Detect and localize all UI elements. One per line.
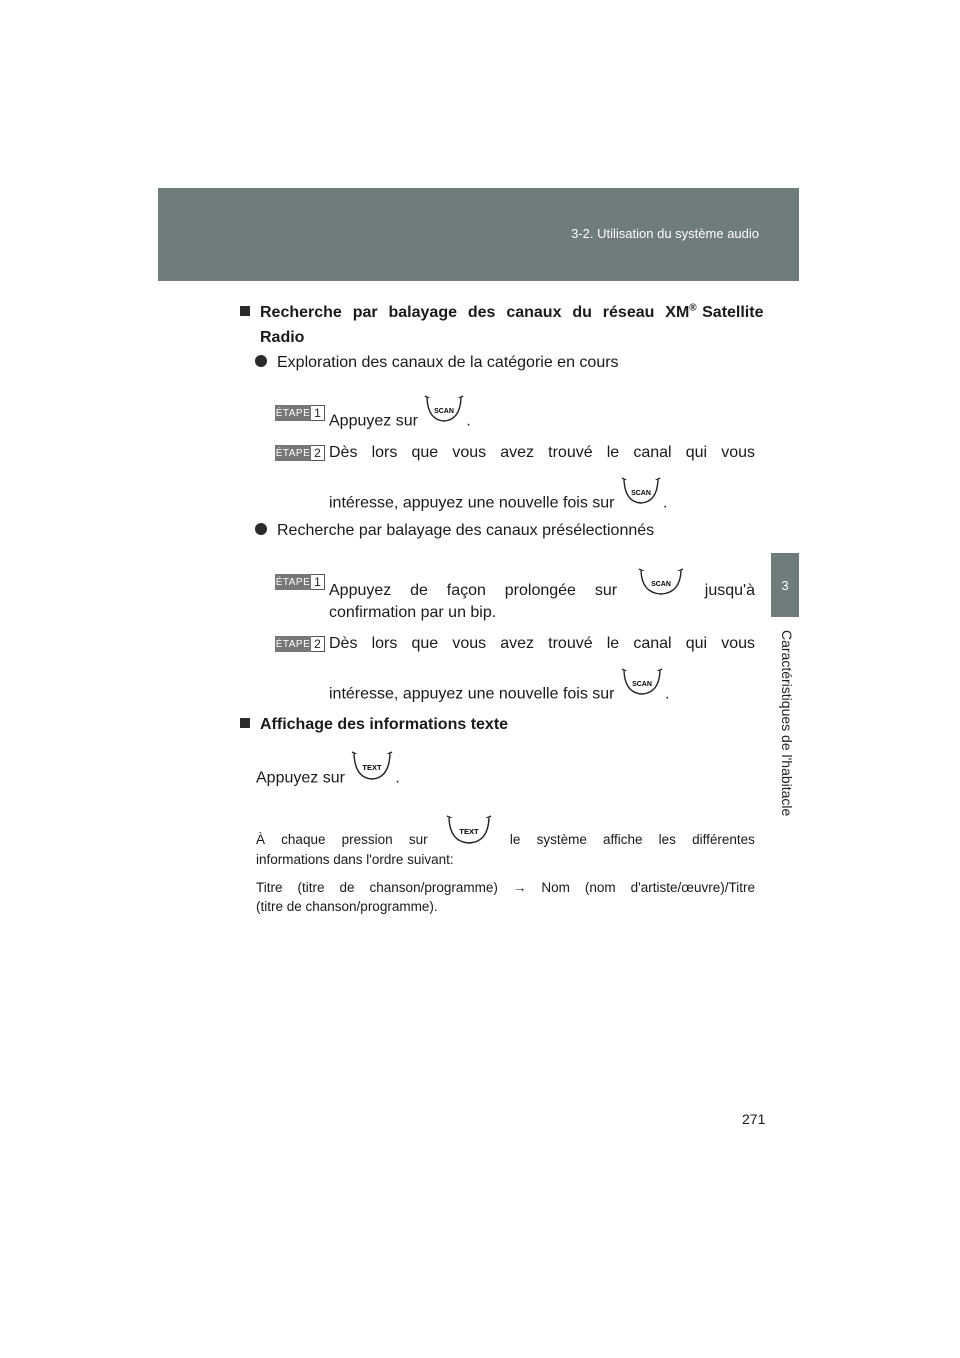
word: vous (452, 444, 487, 461)
note2-line2: (titre de chanson/programme). (256, 899, 438, 914)
scan-button-icon (619, 667, 665, 702)
step-number: 2 (311, 445, 325, 461)
word: pression (341, 832, 393, 847)
word: sur (594, 581, 618, 599)
square-bullet-icon (240, 306, 250, 316)
step-number: 1 (311, 574, 325, 590)
word: le (606, 444, 620, 461)
word: affiche (602, 832, 643, 847)
word: Appuyez (329, 581, 392, 599)
word: Dès (329, 635, 358, 652)
note2-line1 (256, 880, 755, 895)
step-badge-2 (275, 636, 325, 652)
word: que (411, 635, 439, 652)
sub1-step2-line2 (329, 486, 667, 521)
word: canal (633, 444, 672, 461)
text-info-heading (240, 716, 508, 734)
word: Nom (541, 880, 570, 895)
word: qui (685, 444, 708, 461)
period: . (662, 494, 668, 512)
word: vous (452, 635, 487, 652)
registered-mark: ® (689, 303, 697, 314)
word: lors (371, 444, 398, 461)
word: Dès (329, 444, 358, 461)
sub1-step1-text: Appuyez sur (329, 412, 418, 430)
step-label: ÉTAPE (275, 405, 311, 421)
word: À (256, 832, 266, 847)
sub1-step2-line1 (329, 444, 755, 462)
scan-button-icon (422, 394, 466, 429)
sub2-step2-line1 (329, 635, 755, 653)
svg-text:SCAN: SCAN (434, 408, 455, 415)
text-info-title: Affichage des informations texte (260, 716, 509, 733)
chapter-number: 3 (781, 577, 789, 593)
sub2-title: Recherche par balayage des canaux présélectionnés (277, 522, 655, 539)
note1-line2: informations dans l'ordre suivant: (256, 852, 454, 867)
chapter-label: Caractéristiques de l'habitacle (779, 630, 795, 817)
step-label: ÉTAPE (275, 445, 311, 461)
scan-button-icon (636, 567, 686, 602)
word: (nom (584, 880, 616, 895)
word: (titre (297, 880, 325, 895)
text-button-icon (444, 814, 494, 849)
scan-button-icon (619, 476, 663, 511)
press-text: Appuyez sur (256, 769, 345, 787)
word: Titre (256, 880, 283, 895)
scan-heading-line2: Radio (260, 329, 305, 346)
word: d'artiste/œuvre)/Titre (630, 880, 755, 895)
word: canal (633, 635, 672, 652)
svg-text:SCAN: SCAN (632, 681, 652, 688)
word: sur (408, 832, 428, 847)
step-badge-2 (275, 445, 325, 461)
step-label: ÉTAPE (275, 636, 311, 652)
word: avez (500, 635, 535, 652)
word: vous (721, 444, 755, 461)
word: jusqu'à (704, 581, 755, 599)
word: système (536, 832, 587, 847)
word: vous (721, 635, 755, 652)
scan-heading-text-a: Recherche par balayage des canaux du réseau XM (260, 304, 690, 322)
word: trouvé (548, 444, 593, 461)
circle-bullet-icon (255, 355, 267, 367)
word: de (339, 880, 355, 895)
step-number: 2 (311, 636, 325, 652)
word: les (658, 832, 676, 847)
svg-text:SCAN: SCAN (631, 490, 651, 497)
scan-heading-text-b: Satellite (696, 304, 764, 322)
sub2-step1-line2: confirmation par un bip. (329, 604, 497, 621)
step-number: 1 (311, 405, 325, 421)
sub2-step2-text: intéresse, appuyez une nouvelle fois sur (329, 685, 615, 703)
sub2-heading (255, 522, 654, 540)
square-bullet-icon (240, 718, 250, 728)
word: le (509, 832, 521, 847)
word: prolongée (504, 581, 576, 599)
step-badge-1 (275, 405, 325, 421)
word: lors (371, 635, 398, 652)
section-header (158, 188, 799, 281)
word: chaque (281, 832, 326, 847)
word: chanson/programme) (369, 880, 498, 895)
word: de (410, 581, 428, 599)
arrow-icon: → (512, 880, 527, 895)
sub1-title: Exploration des canaux de la catégorie en cours (277, 354, 619, 371)
page-number: 271 (742, 1111, 766, 1127)
sub2-step2-line2 (329, 677, 669, 712)
sub2-step1-line1 (329, 573, 755, 608)
svg-text:TEXT: TEXT (362, 763, 382, 772)
word: trouvé (548, 635, 593, 652)
step-label: ÉTAPE (275, 574, 311, 590)
step-badge-1 (275, 574, 325, 590)
period: . (395, 769, 400, 787)
circle-bullet-icon (255, 523, 267, 535)
text-button-icon (349, 750, 395, 787)
period: . (466, 412, 471, 430)
word: que (411, 444, 439, 461)
period: . (664, 685, 670, 703)
svg-text:TEXT: TEXT (459, 827, 479, 836)
word: différentes (692, 832, 755, 847)
scan-heading-line1 (240, 303, 764, 322)
section-title: 3-2. Utilisation du système audio (571, 226, 759, 241)
word: qui (685, 635, 708, 652)
word: avez (500, 444, 535, 461)
chapter-tab (771, 553, 799, 617)
word: façon (446, 581, 486, 599)
svg-text:SCAN: SCAN (650, 581, 671, 588)
text-info-press (256, 760, 400, 797)
sub1-step1 (329, 404, 471, 439)
word: le (606, 635, 620, 652)
sub1-step2-text: intéresse, appuyez une nouvelle fois sur (329, 494, 615, 512)
sub1-heading (255, 354, 619, 372)
